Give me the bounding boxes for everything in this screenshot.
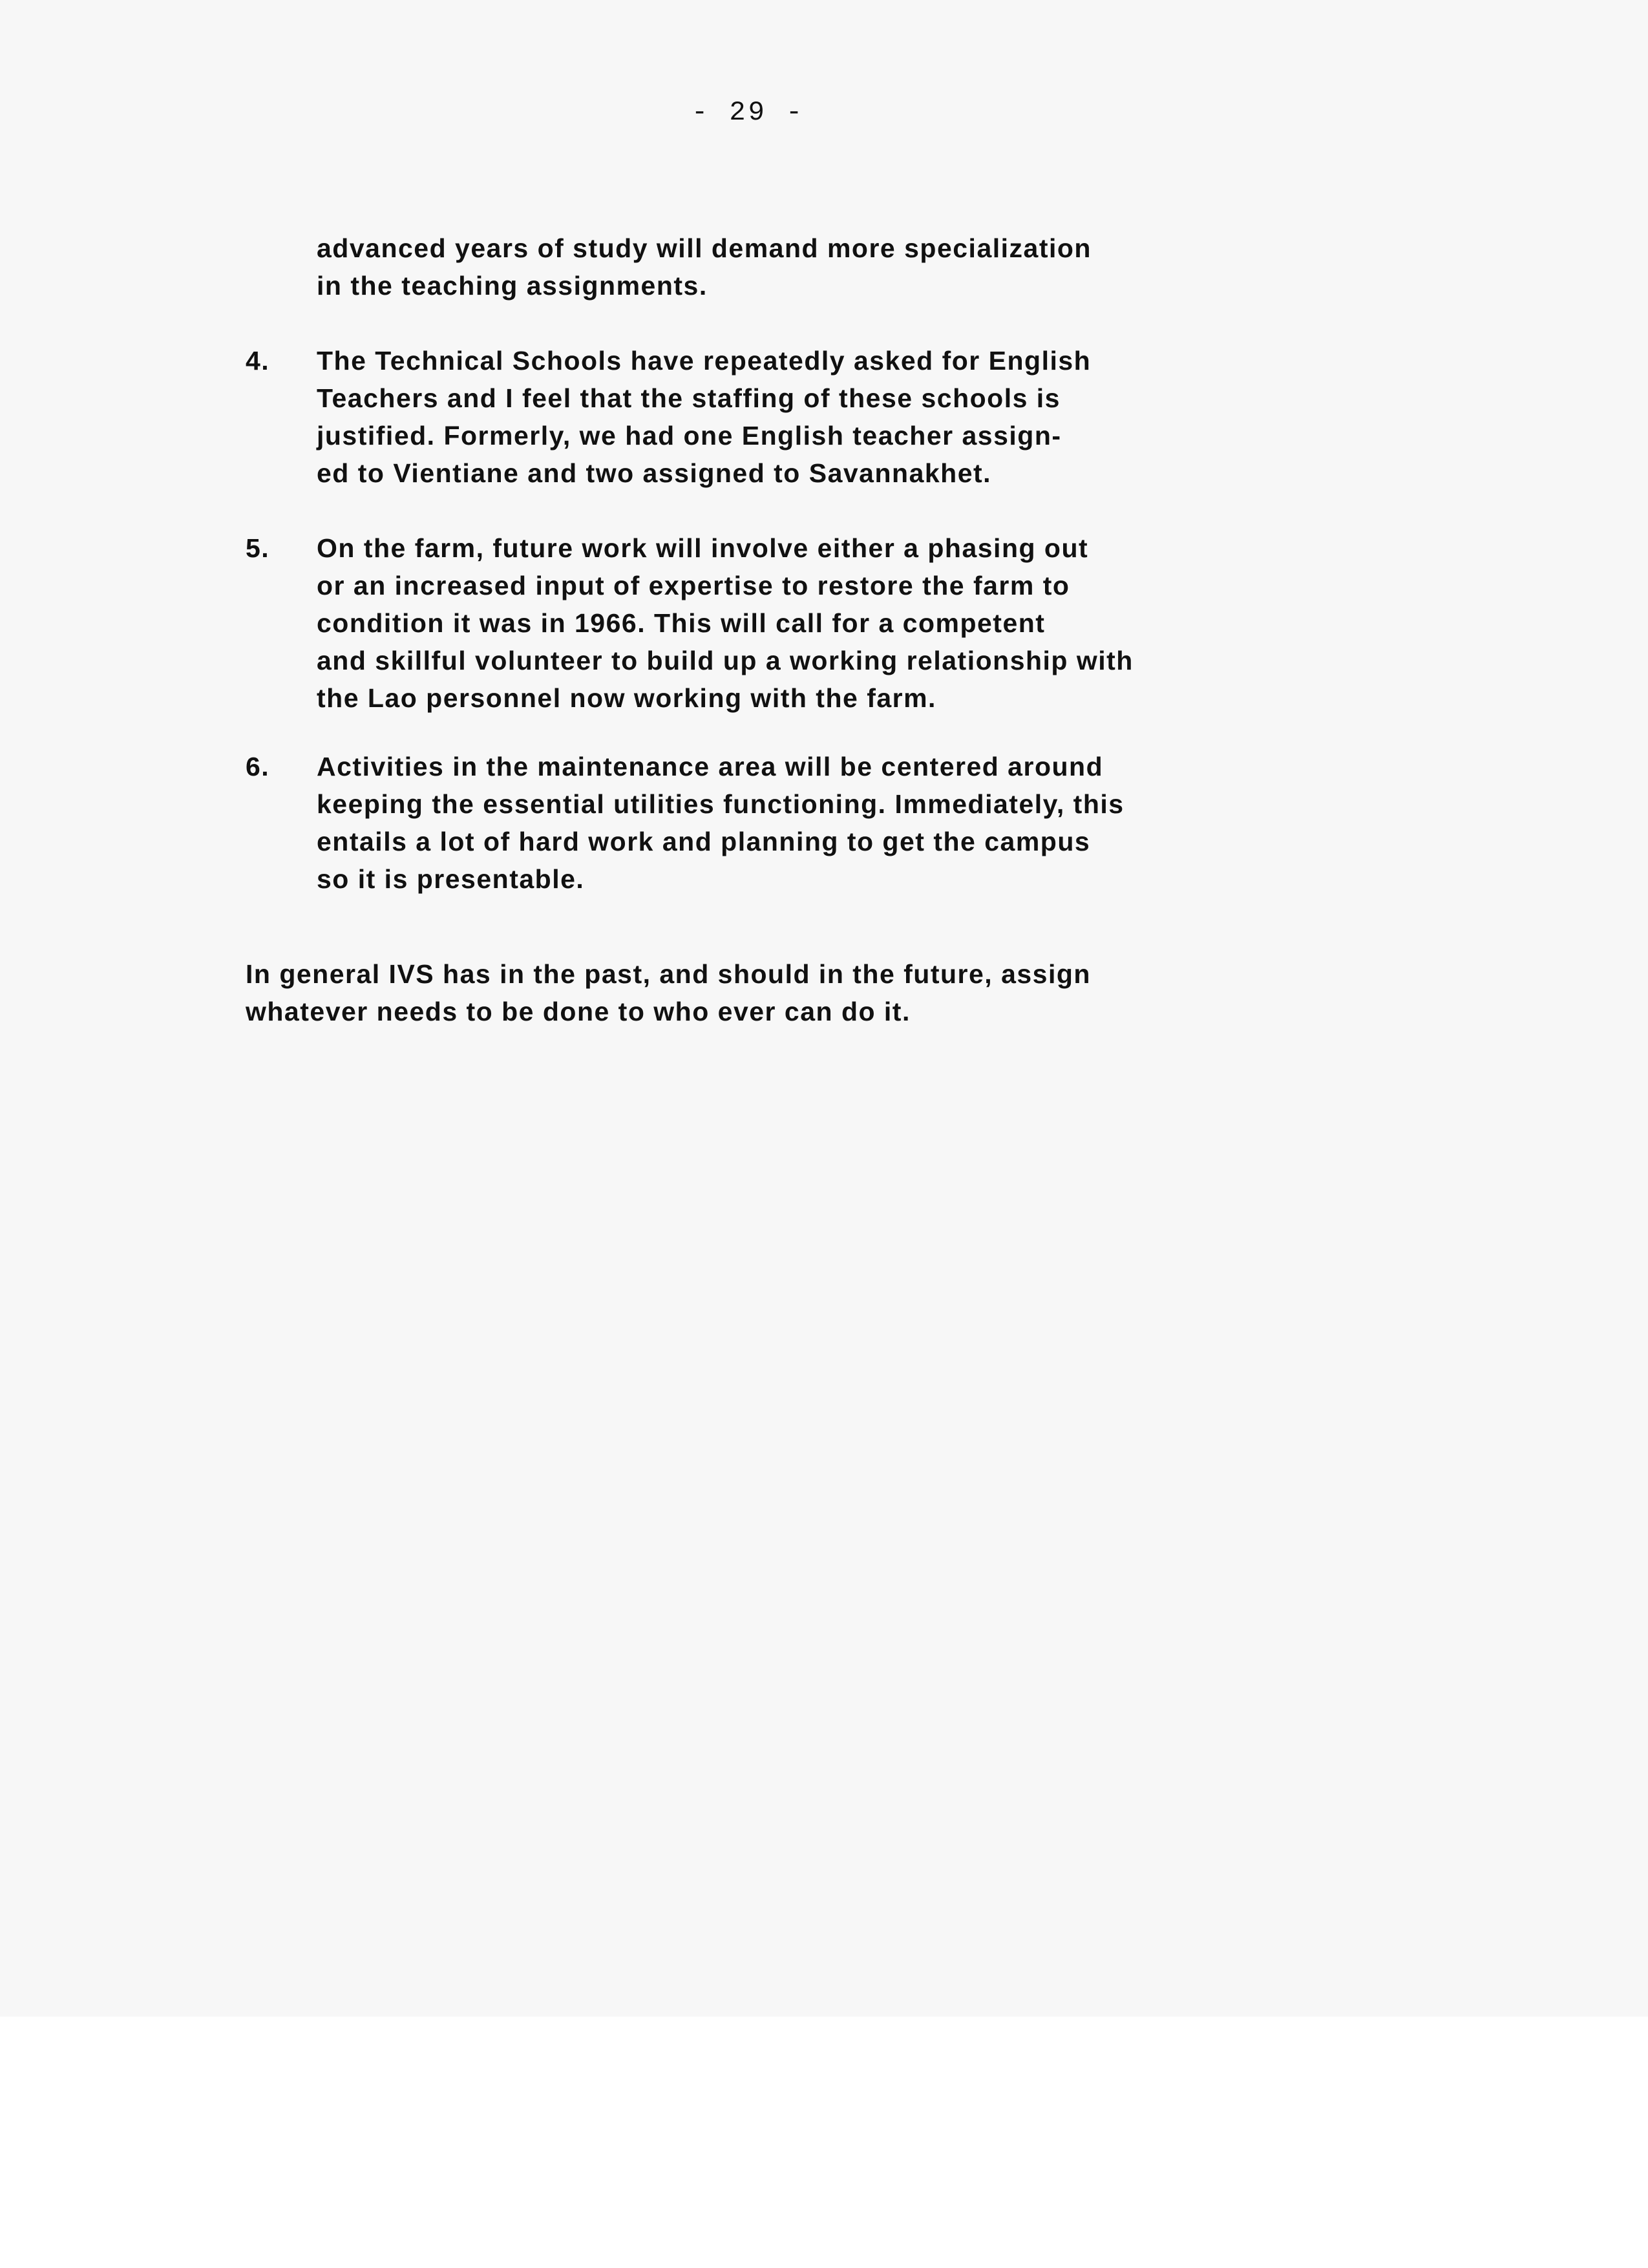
document-body: [246, 229, 1383, 1057]
list-item-number: 5.: [246, 533, 270, 563]
closing-paragraph: In general IVS has in the past, and should in the future, assign whatever needs to be done to who ever can do it.: [246, 959, 1091, 1026]
list-item-number: 4.: [246, 346, 270, 376]
page-number: - 29 -: [692, 97, 805, 128]
spacer: [246, 717, 1383, 748]
intro-paragraph: advanced years of study will demand more specialization in the teaching assignments.: [317, 233, 1092, 301]
spacer: [246, 492, 1383, 529]
spacer: [246, 304, 1383, 342]
list-item-text: The Technical Schools have repeatedly asked for English Teachers and I feel that the staffing of these schools is justified. Formerly, we had one English teacher assign- ed to Vientiane and two assigned to Savannakhet.: [317, 346, 1092, 488]
list-item-text: On the farm, future work will involve either a phasing out or an increased input of expertise to restore the farm to condition it was in 1966. This will call for a competent and skillful volunteer to build up a working relationship with the Lao personnel now working with the farm.: [317, 533, 1134, 713]
list-item-4: [246, 342, 1383, 492]
list-item-number: 6.: [246, 752, 270, 781]
list-item-5: [246, 529, 1383, 717]
list-item-text: Activities in the maintenance area will be centered around keeping the essential utilities functioning. Immediately, this entails a lot of hard work and planning to get the campus so it is presentable.: [317, 752, 1125, 894]
list-item-6: [246, 748, 1383, 898]
spacer: [246, 898, 1383, 929]
